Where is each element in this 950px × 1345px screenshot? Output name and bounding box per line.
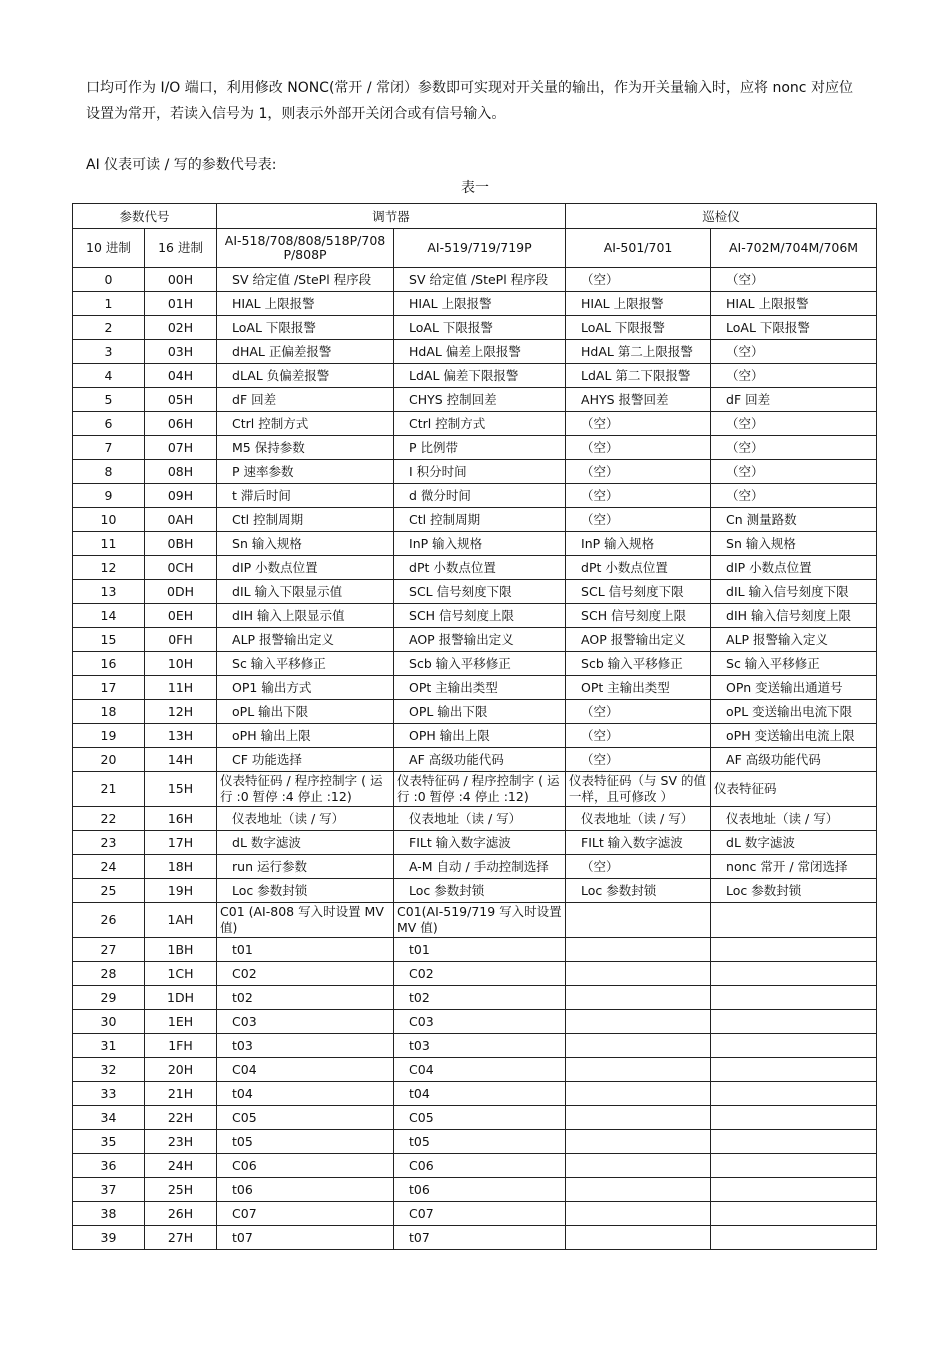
cell-hex: 15H <box>145 772 217 807</box>
cell-hex: 18H <box>145 855 217 879</box>
cell-decimal: 13 <box>73 580 145 604</box>
cell-decimal: 37 <box>73 1178 145 1202</box>
cell-model-702m: dIH 输入信号刻度上限 <box>711 604 877 628</box>
header-inspector: 巡检仪 <box>566 204 877 229</box>
cell-decimal: 10 <box>73 508 145 532</box>
cell-model-519: C06 <box>394 1154 566 1178</box>
table-body <box>73 268 877 1250</box>
cell-model-702m: 仪表特征码 <box>711 772 877 807</box>
cell-decimal: 2 <box>73 316 145 340</box>
cell-model-518: 仪表特征码 / 程序控制字 ( 运行 :0 暂停 :4 停止 :12) <box>217 772 394 807</box>
cell-decimal: 35 <box>73 1130 145 1154</box>
cell-model-518: t07 <box>217 1226 394 1250</box>
cell-model-501 <box>566 986 711 1010</box>
cell-model-518: Sn 输入规格 <box>217 532 394 556</box>
header-decimal: 10 进制 <box>73 229 145 268</box>
table-row <box>73 436 877 460</box>
cell-model-519: dPt 小数点位置 <box>394 556 566 580</box>
cell-decimal: 23 <box>73 831 145 855</box>
table-row <box>73 388 877 412</box>
cell-model-518: oPH 输出上限 <box>217 724 394 748</box>
cell-model-519: t07 <box>394 1226 566 1250</box>
cell-decimal: 6 <box>73 412 145 436</box>
table-row <box>73 556 877 580</box>
cell-hex: 23H <box>145 1130 217 1154</box>
table-row <box>73 903 877 938</box>
cell-decimal: 39 <box>73 1226 145 1250</box>
cell-model-501 <box>566 962 711 986</box>
cell-model-702m: Cn 测量路数 <box>711 508 877 532</box>
cell-model-519: I 积分时间 <box>394 460 566 484</box>
cell-model-518: M5 保持参数 <box>217 436 394 460</box>
cell-decimal: 3 <box>73 340 145 364</box>
cell-model-702m <box>711 1154 877 1178</box>
cell-model-518: C02 <box>217 962 394 986</box>
table-row <box>73 772 877 807</box>
cell-hex: 07H <box>145 436 217 460</box>
cell-decimal: 14 <box>73 604 145 628</box>
cell-model-702m: ALP 报警输入定义 <box>711 628 877 652</box>
table-row <box>73 508 877 532</box>
cell-decimal: 4 <box>73 364 145 388</box>
cell-model-702m <box>711 1130 877 1154</box>
table-row <box>73 532 877 556</box>
cell-model-501 <box>566 938 711 962</box>
cell-model-519: OPL 输出下限 <box>394 700 566 724</box>
table-intro-text: AI 仪表可读 / 写的参数代号表: <box>86 157 277 173</box>
cell-hex: 06H <box>145 412 217 436</box>
cell-decimal: 22 <box>73 807 145 831</box>
cell-model-519: t06 <box>394 1178 566 1202</box>
cell-model-518: dIP 小数点位置 <box>217 556 394 580</box>
cell-model-702m: （空） <box>711 412 877 436</box>
cell-model-501: （空） <box>566 484 711 508</box>
cell-model-518: dIH 输入上限显示值 <box>217 604 394 628</box>
cell-model-518: t06 <box>217 1178 394 1202</box>
cell-model-501: （空） <box>566 748 711 772</box>
table-row <box>73 268 877 292</box>
cell-model-501: （空） <box>566 436 711 460</box>
cell-model-501: （空） <box>566 855 711 879</box>
cell-hex: 27H <box>145 1226 217 1250</box>
cell-model-519: t01 <box>394 938 566 962</box>
cell-model-518: t03 <box>217 1034 394 1058</box>
cell-hex: 0CH <box>145 556 217 580</box>
table-row <box>73 460 877 484</box>
cell-hex: 19H <box>145 879 217 903</box>
cell-decimal: 8 <box>73 460 145 484</box>
cell-model-519: FILt 输入数字滤波 <box>394 831 566 855</box>
cell-model-519: 仪表特征码 / 程序控制字 ( 运行 :0 暂停 :4 停止 :12) <box>394 772 566 807</box>
cell-model-702m <box>711 938 877 962</box>
cell-model-519: OPH 输出上限 <box>394 724 566 748</box>
cell-model-518: dL 数字滤波 <box>217 831 394 855</box>
cell-model-518: 仪表地址（读 / 写） <box>217 807 394 831</box>
header-regulator: 调节器 <box>217 204 566 229</box>
cell-hex: 13H <box>145 724 217 748</box>
cell-model-501 <box>566 1178 711 1202</box>
cell-model-519: C03 <box>394 1010 566 1034</box>
cell-model-702m: dIL 输入信号刻度下限 <box>711 580 877 604</box>
cell-model-519: P 比例带 <box>394 436 566 460</box>
parameter-code-table <box>72 203 877 1250</box>
table-row <box>73 1226 877 1250</box>
cell-model-702m: （空） <box>711 268 877 292</box>
cell-model-518: t04 <box>217 1082 394 1106</box>
cell-model-519: SCL 信号刻度下限 <box>394 580 566 604</box>
cell-model-501 <box>566 1034 711 1058</box>
cell-model-519: HIAL 上限报警 <box>394 292 566 316</box>
cell-model-518: dF 回差 <box>217 388 394 412</box>
cell-model-702m: Sn 输入规格 <box>711 532 877 556</box>
table-row <box>73 962 877 986</box>
cell-decimal: 34 <box>73 1106 145 1130</box>
cell-model-702m <box>711 1034 877 1058</box>
cell-hex: 1BH <box>145 938 217 962</box>
cell-model-519: t05 <box>394 1130 566 1154</box>
cell-hex: 1EH <box>145 1010 217 1034</box>
cell-hex: 24H <box>145 1154 217 1178</box>
cell-decimal: 1 <box>73 292 145 316</box>
cell-hex: 04H <box>145 364 217 388</box>
table-row <box>73 831 877 855</box>
cell-model-702m <box>711 1010 877 1034</box>
cell-model-702m: （空） <box>711 340 877 364</box>
cell-decimal: 16 <box>73 652 145 676</box>
cell-hex: 00H <box>145 268 217 292</box>
cell-model-518: C06 <box>217 1154 394 1178</box>
cell-model-501: InP 输入规格 <box>566 532 711 556</box>
cell-model-702m: oPL 变送输出电流下限 <box>711 700 877 724</box>
cell-hex: 11H <box>145 676 217 700</box>
cell-model-501 <box>566 1082 711 1106</box>
table-row <box>73 364 877 388</box>
cell-hex: 20H <box>145 1058 217 1082</box>
cell-model-702m <box>711 1226 877 1250</box>
cell-model-519: LoAL 下限报警 <box>394 316 566 340</box>
cell-model-519: SV 给定值 /StePl 程序段 <box>394 268 566 292</box>
cell-decimal: 25 <box>73 879 145 903</box>
cell-model-702m: dIP 小数点位置 <box>711 556 877 580</box>
cell-decimal: 33 <box>73 1082 145 1106</box>
cell-hex: 10H <box>145 652 217 676</box>
cell-hex: 1CH <box>145 962 217 986</box>
cell-model-501: OPt 主输出类型 <box>566 676 711 700</box>
table-row <box>73 700 877 724</box>
cell-model-501: （空） <box>566 268 711 292</box>
cell-hex: 01H <box>145 292 217 316</box>
cell-model-519: 仪表地址（读 / 写） <box>394 807 566 831</box>
cell-model-501: （空） <box>566 700 711 724</box>
cell-model-702m <box>711 1106 877 1130</box>
cell-decimal: 7 <box>73 436 145 460</box>
cell-model-501 <box>566 1058 711 1082</box>
cell-model-519: HdAL 偏差上限报警 <box>394 340 566 364</box>
cell-model-501: 仪表地址（读 / 写） <box>566 807 711 831</box>
table-row <box>73 676 877 700</box>
cell-model-702m: Sc 输入平移修正 <box>711 652 877 676</box>
cell-decimal: 17 <box>73 676 145 700</box>
cell-decimal: 9 <box>73 484 145 508</box>
cell-hex: 05H <box>145 388 217 412</box>
cell-model-518: CF 功能选择 <box>217 748 394 772</box>
cell-model-518: dHAL 正偏差报警 <box>217 340 394 364</box>
cell-model-702m: （空） <box>711 484 877 508</box>
table-row <box>73 724 877 748</box>
cell-model-702m <box>711 1202 877 1226</box>
cell-hex: 0DH <box>145 580 217 604</box>
cell-model-519: d 微分时间 <box>394 484 566 508</box>
cell-model-702m: LoAL 下限报警 <box>711 316 877 340</box>
cell-decimal: 18 <box>73 700 145 724</box>
cell-hex: 22H <box>145 1106 217 1130</box>
cell-model-518: ALP 报警输出定义 <box>217 628 394 652</box>
cell-model-518: t05 <box>217 1130 394 1154</box>
cell-model-518: Sc 输入平移修正 <box>217 652 394 676</box>
table-row <box>73 1154 877 1178</box>
cell-model-518: C01 (AI-808 写入时设置 MV 值) <box>217 903 394 938</box>
cell-model-519: t04 <box>394 1082 566 1106</box>
cell-model-501: （空） <box>566 460 711 484</box>
table-row <box>73 1202 877 1226</box>
cell-hex: 14H <box>145 748 217 772</box>
cell-model-702m <box>711 1178 877 1202</box>
cell-model-519: Loc 参数封锁 <box>394 879 566 903</box>
cell-model-501 <box>566 1130 711 1154</box>
cell-hex: 17H <box>145 831 217 855</box>
cell-decimal: 20 <box>73 748 145 772</box>
cell-hex: 0EH <box>145 604 217 628</box>
cell-model-501 <box>566 1106 711 1130</box>
cell-model-702m: 仪表地址（读 / 写） <box>711 807 877 831</box>
header-param-code: 参数代号 <box>73 204 217 229</box>
cell-model-501: LdAL 第二下限报警 <box>566 364 711 388</box>
cell-decimal: 31 <box>73 1034 145 1058</box>
cell-model-702m: （空） <box>711 436 877 460</box>
cell-model-501 <box>566 1154 711 1178</box>
cell-hex: 21H <box>145 1082 217 1106</box>
cell-hex: 08H <box>145 460 217 484</box>
cell-model-702m: dF 回差 <box>711 388 877 412</box>
header-model-501: AI-501/701 <box>566 229 711 268</box>
table-row <box>73 604 877 628</box>
table-row <box>73 652 877 676</box>
table-row <box>73 628 877 652</box>
cell-decimal: 30 <box>73 1010 145 1034</box>
cell-model-501: AOP 报警输出定义 <box>566 628 711 652</box>
cell-model-501: FILt 输入数字滤波 <box>566 831 711 855</box>
cell-model-501: （空） <box>566 412 711 436</box>
cell-model-519: C07 <box>394 1202 566 1226</box>
cell-model-702m <box>711 986 877 1010</box>
cell-model-519: C01(AI-519/719 写入时设置 MV 值) <box>394 903 566 938</box>
table-row <box>73 1130 877 1154</box>
header-model-518: AI-518/708/808/518P/708P/808P <box>217 229 394 268</box>
cell-model-519: C02 <box>394 962 566 986</box>
table-row <box>73 938 877 962</box>
cell-decimal: 19 <box>73 724 145 748</box>
cell-model-518: dLAL 负偏差报警 <box>217 364 394 388</box>
cell-hex: 0FH <box>145 628 217 652</box>
cell-model-702m: oPH 变送输出电流上限 <box>711 724 877 748</box>
cell-hex: 0BH <box>145 532 217 556</box>
cell-decimal: 27 <box>73 938 145 962</box>
table-row <box>73 316 877 340</box>
table-row <box>73 292 877 316</box>
table-row <box>73 580 877 604</box>
cell-model-501 <box>566 1226 711 1250</box>
cell-model-519: Scb 输入平移修正 <box>394 652 566 676</box>
cell-model-519: LdAL 偏差下限报警 <box>394 364 566 388</box>
cell-model-518: LoAL 下限报警 <box>217 316 394 340</box>
header-hex: 16 进制 <box>145 229 217 268</box>
cell-model-518: SV 给定值 /StePl 程序段 <box>217 268 394 292</box>
table-row <box>73 807 877 831</box>
cell-model-501: （空） <box>566 724 711 748</box>
cell-model-519: t02 <box>394 986 566 1010</box>
cell-model-518: Ctl 控制周期 <box>217 508 394 532</box>
cell-model-702m: （空） <box>711 364 877 388</box>
cell-model-519: AOP 报警输出定义 <box>394 628 566 652</box>
cell-hex: 02H <box>145 316 217 340</box>
table-row <box>73 484 877 508</box>
cell-model-702m: Loc 参数封锁 <box>711 879 877 903</box>
cell-model-518: C05 <box>217 1106 394 1130</box>
cell-model-702m: nonc 常开 / 常闭选择 <box>711 855 877 879</box>
header-model-702m: AI-702M/704M/706M <box>711 229 877 268</box>
cell-model-501 <box>566 903 711 938</box>
table-row <box>73 879 877 903</box>
cell-hex: 03H <box>145 340 217 364</box>
cell-hex: 1DH <box>145 986 217 1010</box>
cell-model-519: CHYS 控制回差 <box>394 388 566 412</box>
cell-model-519: C04 <box>394 1058 566 1082</box>
cell-hex: 1AH <box>145 903 217 938</box>
cell-model-702m <box>711 903 877 938</box>
cell-model-702m: AF 高级功能代码 <box>711 748 877 772</box>
table-row <box>73 340 877 364</box>
cell-hex: 12H <box>145 700 217 724</box>
cell-hex: 09H <box>145 484 217 508</box>
cell-model-501: （空） <box>566 508 711 532</box>
table-row <box>73 1034 877 1058</box>
cell-model-518: t01 <box>217 938 394 962</box>
cell-model-518: OP1 输出方式 <box>217 676 394 700</box>
intro-paragraph: 口均可作为 I/O 端口，利用修改 NONC(常开 / 常闭）参数即可实现对开关量的输出，作为开关量输入时，应将 nonc 对应位设置为常开，若读入信号为 1，则表示外部开关闭合或有信号输入。 <box>86 80 853 122</box>
cell-model-702m: （空） <box>711 460 877 484</box>
table-row <box>73 1178 877 1202</box>
cell-model-702m <box>711 1058 877 1082</box>
cell-model-702m <box>711 962 877 986</box>
cell-decimal: 36 <box>73 1154 145 1178</box>
cell-model-518: t 滞后时间 <box>217 484 394 508</box>
cell-model-501: SCH 信号刻度上限 <box>566 604 711 628</box>
cell-model-501: 仪表特征码（与 SV 的值一样，且可修改 ） <box>566 772 711 807</box>
cell-decimal: 32 <box>73 1058 145 1082</box>
cell-model-518: run 运行参数 <box>217 855 394 879</box>
cell-model-519: C05 <box>394 1106 566 1130</box>
cell-decimal: 29 <box>73 986 145 1010</box>
table-caption: 表一 <box>461 180 489 196</box>
cell-decimal: 26 <box>73 903 145 938</box>
table-row <box>73 1082 877 1106</box>
cell-model-501: SCL 信号刻度下限 <box>566 580 711 604</box>
cell-decimal: 0 <box>73 268 145 292</box>
cell-model-518: Ctrl 控制方式 <box>217 412 394 436</box>
cell-model-518: oPL 输出下限 <box>217 700 394 724</box>
cell-decimal: 24 <box>73 855 145 879</box>
table-row <box>73 855 877 879</box>
cell-model-519: A-M 自动 / 手动控制选择 <box>394 855 566 879</box>
cell-decimal: 5 <box>73 388 145 412</box>
table-row <box>73 748 877 772</box>
cell-model-518: dIL 输入下限显示值 <box>217 580 394 604</box>
cell-model-702m: OPn 变送输出通道号 <box>711 676 877 700</box>
cell-decimal: 38 <box>73 1202 145 1226</box>
table-row <box>73 1106 877 1130</box>
cell-hex: 25H <box>145 1178 217 1202</box>
cell-model-519: AF 高级功能代码 <box>394 748 566 772</box>
header-model-519: AI-519/719/719P <box>394 229 566 268</box>
cell-model-519: SCH 信号刻度上限 <box>394 604 566 628</box>
table-row <box>73 1010 877 1034</box>
cell-model-501: LoAL 下限报警 <box>566 316 711 340</box>
cell-model-518: C04 <box>217 1058 394 1082</box>
cell-model-702m <box>711 1082 877 1106</box>
cell-hex: 26H <box>145 1202 217 1226</box>
cell-model-501 <box>566 1010 711 1034</box>
table-row <box>73 412 877 436</box>
cell-model-501: HdAL 第二上限报警 <box>566 340 711 364</box>
cell-model-702m: dL 数字滤波 <box>711 831 877 855</box>
cell-model-518: C03 <box>217 1010 394 1034</box>
table-row <box>73 1058 877 1082</box>
cell-decimal: 28 <box>73 962 145 986</box>
cell-model-702m: HIAL 上限报警 <box>711 292 877 316</box>
cell-model-518: HIAL 上限报警 <box>217 292 394 316</box>
cell-model-519: Ctrl 控制方式 <box>394 412 566 436</box>
cell-decimal: 11 <box>73 532 145 556</box>
cell-model-519: t03 <box>394 1034 566 1058</box>
cell-model-501: dPt 小数点位置 <box>566 556 711 580</box>
cell-model-518: t02 <box>217 986 394 1010</box>
cell-model-501 <box>566 1202 711 1226</box>
cell-model-518: Loc 参数封锁 <box>217 879 394 903</box>
cell-model-518: P 速率参数 <box>217 460 394 484</box>
cell-hex: 16H <box>145 807 217 831</box>
cell-model-501: Loc 参数封锁 <box>566 879 711 903</box>
cell-decimal: 15 <box>73 628 145 652</box>
table-row <box>73 986 877 1010</box>
cell-model-501: HIAL 上限报警 <box>566 292 711 316</box>
cell-hex: 0AH <box>145 508 217 532</box>
cell-model-501: Scb 输入平移修正 <box>566 652 711 676</box>
cell-decimal: 12 <box>73 556 145 580</box>
cell-model-519: Ctl 控制周期 <box>394 508 566 532</box>
cell-decimal: 21 <box>73 772 145 807</box>
cell-model-519: InP 输入规格 <box>394 532 566 556</box>
cell-model-501: AHYS 报警回差 <box>566 388 711 412</box>
cell-model-519: OPt 主输出类型 <box>394 676 566 700</box>
cell-hex: 1FH <box>145 1034 217 1058</box>
cell-model-518: C07 <box>217 1202 394 1226</box>
